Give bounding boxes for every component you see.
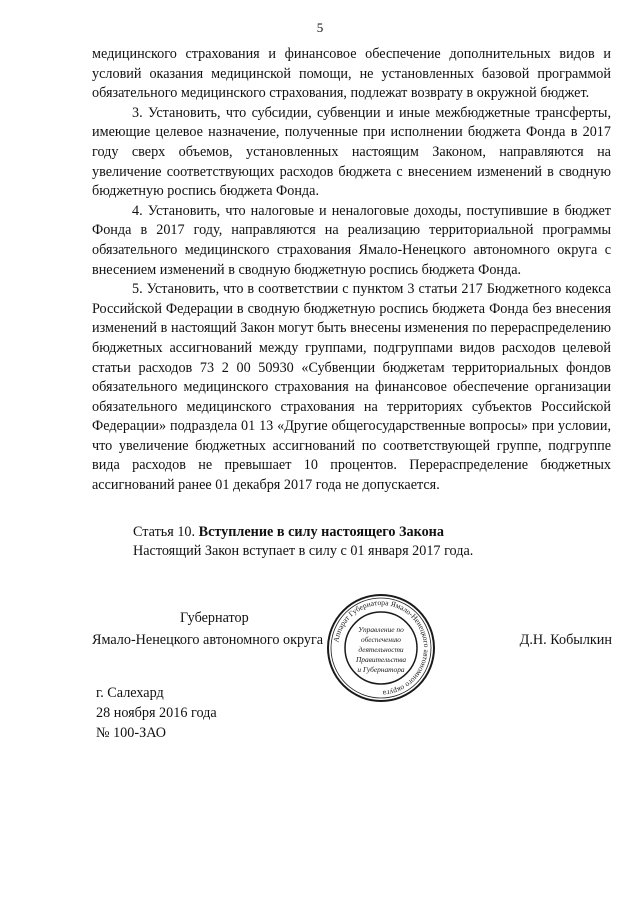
law-number: № 100-ЗАО <box>96 725 166 741</box>
governor-region: Ямало-Ненецкого автономного округа <box>92 632 324 648</box>
paragraph-item-3: 3. Установить, что субсидии, субвенции и иные межбюджетные трансферты, имеющие целевое назначение, полученные при исполнении бюджета Фонда в 2017 году сверх объемов, установленных настоящим Законом, направляются на увеличение соответствующих расходов бюджета с внесением изменений в сводную бюджетную роспись бюджета Фонда. <box>92 104 611 200</box>
article-heading <box>133 523 603 542</box>
governor-title: Губернатор <box>180 610 249 626</box>
article-title: Вступление в силу настоящего Закона <box>198 524 444 540</box>
signer-name: Д.Н. Кобылкин <box>519 632 612 648</box>
article-text: Настоящий Закон вступает в силу с 01 января 2017 года. <box>133 543 474 559</box>
paragraph-item-4: 4. Установить, что налоговые и неналоговые доходы, поступившие в бюджет Фонда в 2017 году, направляются на реализацию территориальной программы обязательного медицинского страхования Ямало-Ненецкого автономного округа с внесением изменений в сводную бюджетную роспись бюджета Фонда. <box>92 202 611 278</box>
official-seal <box>325 592 437 704</box>
article-number: Статья 10. <box>133 524 196 540</box>
seal-inner-line-5: и Губернатора <box>357 665 405 674</box>
law-body-text <box>92 45 611 496</box>
seal-inner-line-1: Управление по <box>358 625 404 634</box>
city: г. Салехард <box>96 685 164 701</box>
signing-date: 28 ноября 2016 года <box>96 705 217 721</box>
document-footer <box>96 683 217 743</box>
paragraph-continuation: медицинского страхования и финансовое обеспечение дополнительных видов и условий оказания медицинской помощи, не установленных базовой программой обязательного медицинского страхования, подлежат возврату в окружной бюджет. <box>92 46 611 102</box>
seal-outer-text: Аппарат Губернатора Ямало-Ненецкого автономного округа <box>331 597 432 698</box>
seal-inner-line-2: обеспечению <box>360 635 402 644</box>
article-10 <box>133 523 603 561</box>
paragraph-item-5: 5. Установить, что в соответствии с пунктом 3 статьи 217 Бюджетного кодекса Российской Федерации в сводную бюджетную роспись бюджета Фонда без внесения изменений в настоящий Закон могут быть внесены изменения по перераспределению бюджетных ассигнований между группами, подгруппами видов расходов целевой статьи расходов 73 2 00 50930 «Субвенции бюджетам территориальных фондов обязательного медицинского страхования на финансовое обеспечение организации обязательного медицинского страхования на территориях субъектов Российской Федерации» подраздела 01 13 «Другие общегосударственные вопросы» при условии, что увеличение бюджетных ассигнований по соответствующей группе, подгруппе вида расходов не превышает 10 процентов. Перераспределение бюджетных ассигнований ранее 01 декабря 2017 года не допускается. <box>92 281 611 494</box>
seal-inner-line-4: Правительства <box>355 655 407 664</box>
page-number: 5 <box>316 20 324 35</box>
seal-inner-line-3: деятельности <box>358 645 404 654</box>
